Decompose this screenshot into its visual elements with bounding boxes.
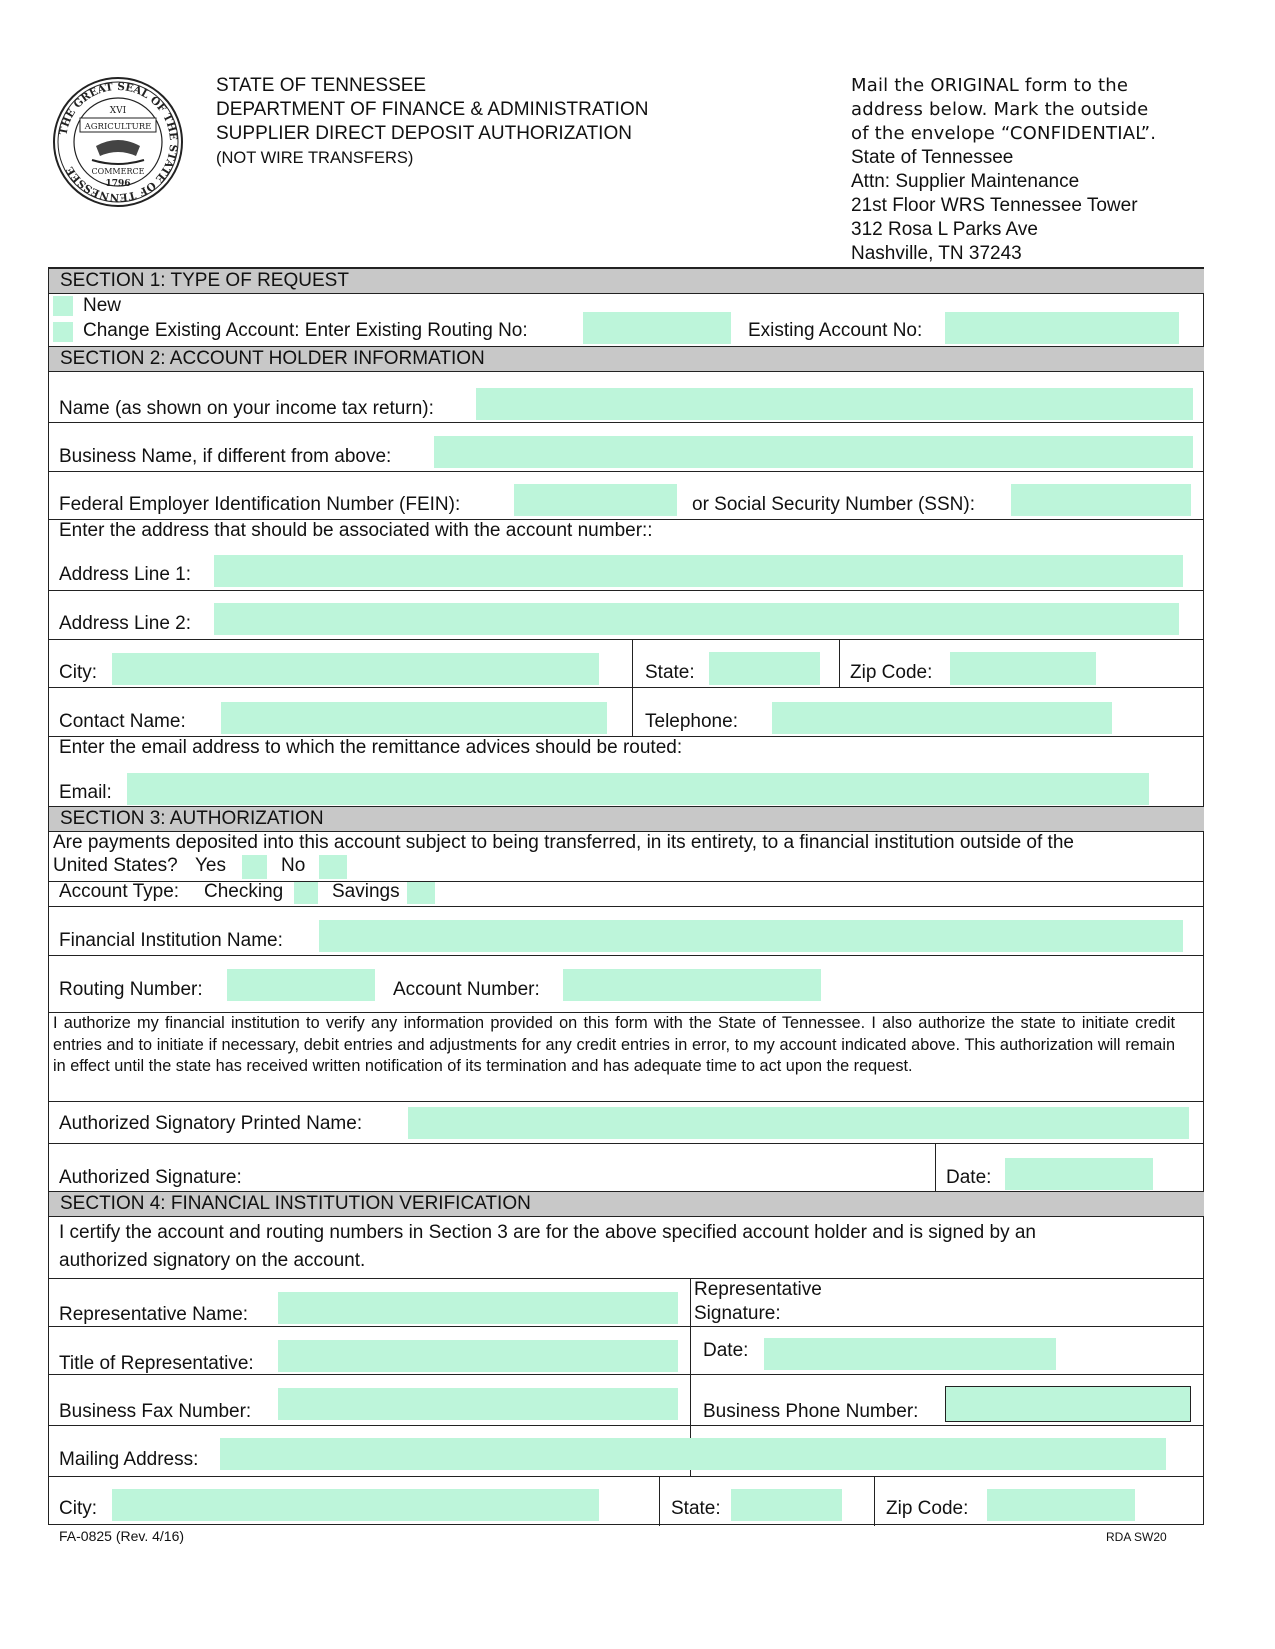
fi-name-label: Financial Institution Name: — [59, 930, 283, 951]
transfer-question-line-1: Are payments deposited into this account subject to being transferred, in its entirety, to a financial institution outside of the — [53, 832, 1074, 853]
change-existing-checkbox[interactable] — [53, 322, 73, 342]
rep-title-label: Title of Representative: — [59, 1353, 254, 1374]
name-label: Name (as shown on your income tax return): — [59, 398, 434, 419]
seal-year: 1796 — [105, 179, 131, 189]
fax-input[interactable] — [278, 1388, 678, 1420]
mail-line-1: Mail the ORIGINAL form to the — [851, 75, 1129, 96]
zip-label: Zip Code: — [850, 662, 933, 683]
address-line-2-input[interactable] — [214, 603, 1179, 635]
header-department: DEPARTMENT OF FINANCE & ADMINISTRATION — [216, 99, 649, 120]
fein-label: Federal Employer Identification Number (FEIN): — [59, 494, 461, 515]
form-number: FA-0825 (Rev. 4/16) — [59, 1528, 185, 1544]
signatory-name-label: Authorized Signatory Printed Name: — [59, 1113, 363, 1134]
rep-date-input[interactable] — [764, 1338, 1056, 1370]
new-checkbox[interactable] — [53, 296, 73, 316]
email-input[interactable] — [127, 773, 1149, 805]
savings-label: Savings — [332, 881, 400, 902]
account-type-label: Account Type: — [59, 881, 180, 902]
savings-checkbox[interactable] — [407, 882, 435, 904]
fi-city-input[interactable] — [112, 1489, 599, 1521]
section-4-header: SECTION 4: FINANCIAL INSTITUTION VERIFICATION — [49, 1191, 1204, 1217]
rep-name-label: Representative Name: — [59, 1304, 249, 1325]
rep-name-input[interactable] — [278, 1292, 678, 1324]
mail-line-4: State of Tennessee — [851, 147, 1014, 168]
checking-label: Checking — [204, 881, 284, 902]
telephone-label: Telephone: — [645, 711, 738, 732]
seal-agriculture: AGRICULTURE — [84, 122, 152, 132]
no-checkbox[interactable] — [319, 855, 347, 879]
telephone-input[interactable] — [772, 702, 1112, 734]
mail-line-6: 21st Floor WRS Tennessee Tower — [851, 195, 1138, 216]
city-label: City: — [59, 662, 97, 683]
existing-account-input[interactable] — [945, 312, 1179, 344]
fi-state-label: State: — [671, 1498, 721, 1519]
business-phone-label: Business Phone Number: — [703, 1401, 919, 1422]
mail-line-5: Attn: Supplier Maintenance — [851, 171, 1080, 192]
rep-date-label: Date: — [703, 1340, 749, 1361]
contact-name-input[interactable] — [221, 702, 607, 734]
ssn-label: or Social Security Number (SSN): — [692, 494, 975, 515]
seal-roman: XVI — [109, 106, 127, 116]
account-number-label: Account Number: — [393, 979, 540, 1000]
address-intro: Enter the address that should be associated with the account number:: — [59, 520, 653, 541]
ssn-input[interactable] — [1011, 484, 1191, 516]
zip-input[interactable] — [950, 652, 1096, 685]
certify-line-1: I certify the account and routing numbers in Section 3 are for the above specified account holder and is signed by an — [59, 1222, 1036, 1243]
header-note: (NOT WIRE TRANSFERS) — [216, 149, 414, 167]
signatory-name-input[interactable] — [408, 1107, 1189, 1139]
transfer-question-line-2: United States? — [53, 855, 178, 876]
header-form-title: SUPPLIER DIRECT DEPOSIT AUTHORIZATION — [216, 123, 632, 144]
fi-state-input[interactable] — [731, 1489, 842, 1521]
state-input[interactable] — [709, 652, 820, 685]
fi-city-label: City: — [59, 1498, 97, 1519]
mailing-address-input[interactable] — [220, 1438, 1166, 1470]
deposit-form — [48, 267, 1204, 1525]
fax-label: Business Fax Number: — [59, 1401, 252, 1422]
mail-line-8: Nashville, TN 37243 — [851, 243, 1022, 264]
header-state: STATE OF TENNESSEE — [216, 75, 427, 96]
form-header — [216, 74, 648, 170]
no-label: No — [281, 855, 306, 876]
fi-zip-label: Zip Code: — [886, 1498, 969, 1519]
business-phone-input[interactable] — [945, 1386, 1191, 1422]
mail-line-2: address below. Mark the outside — [851, 99, 1149, 120]
form-code: RDA SW20 — [1106, 1530, 1167, 1544]
account-number-input[interactable] — [563, 969, 821, 1001]
rep-signature-label-2: Signature: — [694, 1303, 781, 1324]
yes-checkbox[interactable] — [242, 855, 267, 879]
certify-line-2: authorized signatory on the account. — [59, 1250, 366, 1271]
fi-name-input[interactable] — [319, 920, 1183, 952]
mail-line-7: 312 Rosa L Parks Ave — [851, 219, 1038, 240]
email-intro: Enter the email address to which the remittance advices should be routed: — [59, 737, 683, 758]
business-name-input[interactable] — [434, 436, 1193, 468]
address-line-1-label: Address Line 1: — [59, 564, 192, 585]
change-existing-label: Change Existing Account: Enter Existing Routing No: — [83, 320, 528, 341]
seal-commerce: COMMERCE — [91, 167, 145, 176]
authorization-text: I authorize my financial institution to verify any information provided on this form with the State of Tennessee. I also authorize the state to initiate credit entries and to initiate if necessary, debit entries and adjustments for any credit entries in error, to my account indicated above. This authorization will remain in effect until the state has received written notification of its termination and has adequate time to act upon the request. — [53, 1014, 1175, 1075]
existing-routing-input[interactable] — [583, 312, 731, 344]
mailing-address-label: Mailing Address: — [59, 1449, 199, 1470]
checking-checkbox[interactable] — [294, 882, 318, 904]
tennessee-state-seal — [52, 76, 184, 208]
email-label: Email: — [59, 782, 112, 803]
name-input[interactable] — [476, 388, 1193, 420]
seal-ring-text: THE GREAT SEAL OF THE STATE OF TENNESSEE — [57, 80, 180, 204]
existing-account-label: Existing Account No: — [748, 320, 923, 341]
routing-number-input[interactable] — [227, 969, 375, 1001]
routing-number-label: Routing Number: — [59, 979, 203, 1000]
business-name-label: Business Name, if different from above: — [59, 446, 392, 467]
state-label: State: — [645, 662, 695, 683]
mail-line-3: of the envelope “CONFIDENTIAL”. — [851, 123, 1157, 144]
rep-title-input[interactable] — [278, 1340, 678, 1372]
contact-name-label: Contact Name: — [59, 711, 186, 732]
section-3-header: SECTION 3: AUTHORIZATION — [49, 806, 1204, 832]
authorized-signature-label: Authorized Signature: — [59, 1167, 242, 1188]
fein-input[interactable] — [514, 484, 677, 516]
address-line-1-input[interactable] — [214, 555, 1183, 587]
yes-label: Yes — [195, 855, 226, 876]
rep-signature-label-1: Representative — [694, 1279, 822, 1300]
signature-date-input[interactable] — [1005, 1158, 1153, 1190]
address-line-2-label: Address Line 2: — [59, 613, 192, 634]
new-label: New — [83, 295, 122, 316]
fi-zip-input[interactable] — [987, 1489, 1135, 1521]
signature-date-label: Date: — [946, 1167, 992, 1188]
section-2-header: SECTION 2: ACCOUNT HOLDER INFORMATION — [49, 346, 1204, 372]
city-input[interactable] — [112, 653, 599, 685]
section-1-header: SECTION 1: TYPE OF REQUEST — [49, 268, 1204, 294]
mailing-instructions — [851, 74, 1156, 266]
